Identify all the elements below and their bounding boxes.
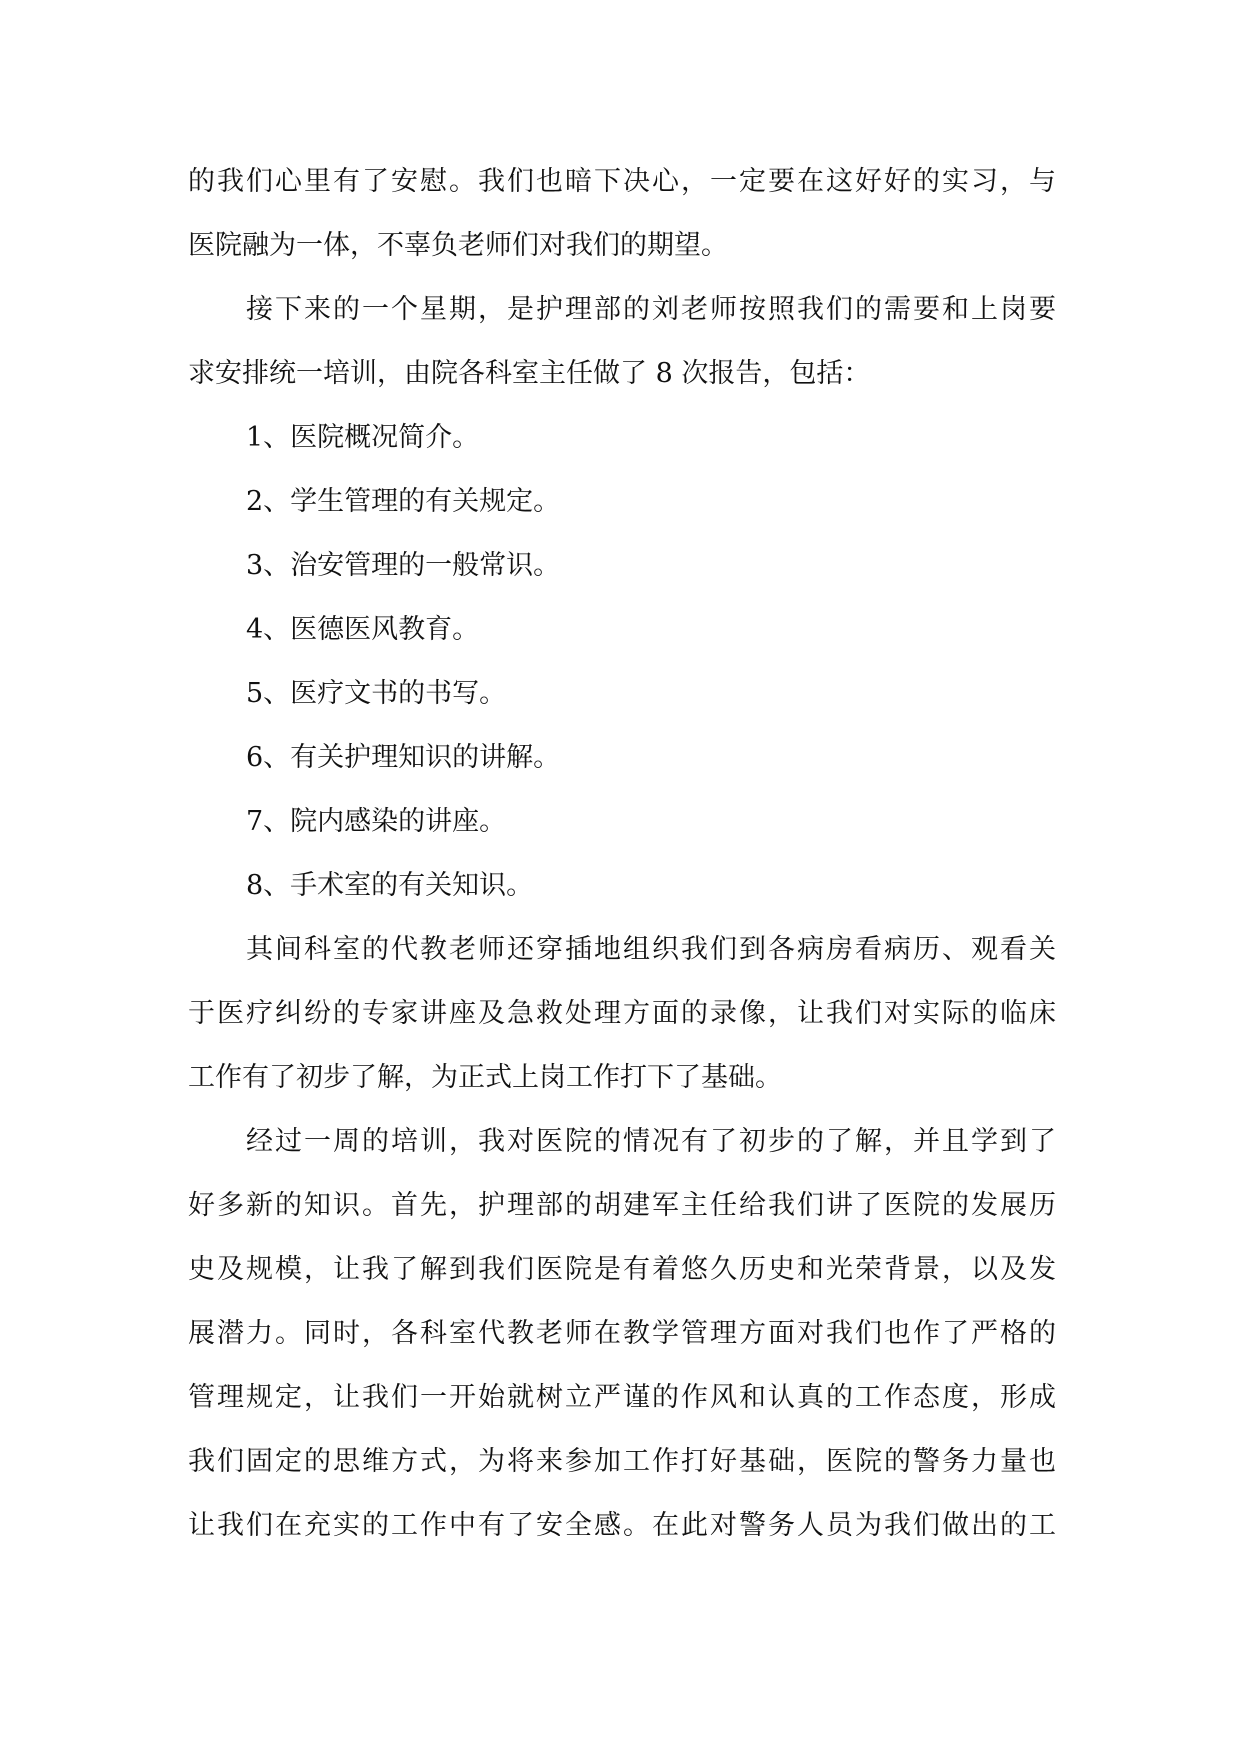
text-line: 的我们心里有了安慰。我们也暗下决心，一定要在这好好的实习，与: [188, 166, 1056, 197]
paragraph-ward-visits: [188, 918, 1056, 1110]
list-item: 5、医疗文书的书写。: [246, 678, 507, 709]
text-line: 于医疗纠纷的专家讲座及急救处理方面的录像，让我们对实际的临床: [188, 998, 1056, 1029]
text-line: 接下来的一个星期，是护理部的刘老师按照我们的需要和上岗要: [246, 294, 1056, 325]
paragraph-continuation: [188, 150, 1056, 278]
text-line: 其间科室的代教老师还穿插地组织我们到各病房看病历、观看关: [246, 934, 1056, 965]
text-line: 工作有了初步了解，为正式上岗工作打下了基础。: [188, 1062, 782, 1093]
text-line: 管理规定，让我们一开始就树立严谨的作风和认真的工作态度，形成: [188, 1382, 1056, 1413]
list-item: 3、治安管理的一般常识。: [246, 550, 561, 581]
list-item: 1、医院概况简介。: [246, 422, 480, 453]
list-item: 2、学生管理的有关规定。: [246, 486, 561, 517]
text-line: 让我们在充实的工作中有了安全感。在此对警务人员为我们做出的工: [188, 1510, 1056, 1541]
list-item: 8、手术室的有关知识。: [246, 870, 534, 901]
paragraph-training-summary: [188, 1110, 1056, 1558]
report-list: [188, 406, 1056, 918]
text-line: 展潜力。同时，各科室代教老师在教学管理方面对我们也作了严格的: [188, 1318, 1056, 1349]
list-item: 7、院内感染的讲座。: [246, 806, 507, 837]
list-item: 6、有关护理知识的讲解。: [246, 742, 561, 773]
text-line: 史及规模，让我了解到我们医院是有着悠久历史和光荣背景，以及发: [188, 1254, 1056, 1285]
list-item: 4、医德医风教育。: [246, 614, 480, 645]
text-line: 经过一周的培训，我对医院的情况有了初步的了解，并且学到了: [246, 1126, 1056, 1157]
paragraph-training-intro: [188, 278, 1056, 406]
text-line: 医院融为一体，不辜负老师们对我们的期望。: [188, 230, 728, 261]
text-line: 我们固定的思维方式，为将来参加工作打好基础，医院的警务力量也: [188, 1446, 1056, 1477]
text-line: 求安排统一培训，由院各科室主任做了 8 次报告，包括：: [188, 358, 871, 389]
document-body: [188, 150, 1056, 1558]
text-line: 好多新的知识。首先，护理部的胡建军主任给我们讲了医院的发展历: [188, 1190, 1056, 1221]
